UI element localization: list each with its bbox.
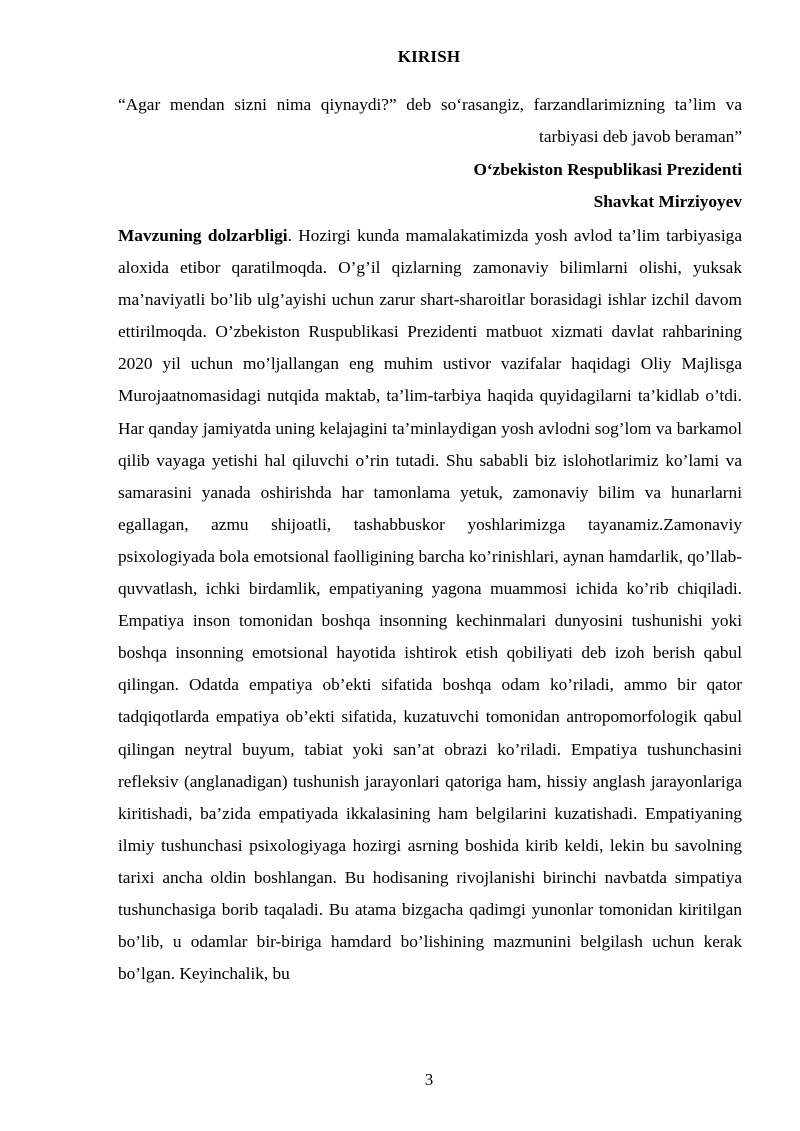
- attribution-title: O‘zbekiston Respublikasi Prezidenti: [473, 160, 742, 179]
- epigraph-quote: “Agar mendan sizni nima qiynaydi?” deb so‘rasangiz, farzandlarimizning ta’lim va tarbiyasi deb javob beraman”: [118, 95, 742, 146]
- paragraph-text: . Hozirgi kunda mamalakatimizda yosh avlod ta’lim tarbiyasiga aloxida etibor qaratilmoqda. O’g’il qizlarning zamonaviy bilimlarni olishi, yuksak ma’naviyatli bo’lib ulg’ayishi uchun zarur shart-sharoitlar borasidagi ishlar izchil davom ettirilmoqda. O’zbekiston Ruspublikasi Prezidenti matbuot xizmati davlat rahbarining 2020 yil uchun mo’ljallangan eng muhim ustivor vazifalar haqidagi Oliy Majlisga Murojaatnomasidagi nutqida maktab, ta’lim-tarbiya haqida quyidagilarni ta’kidlab o’tdi. Har qanday jamiyatda uning kelajagini ta’minlaydigan yosh avlodni sog’lom va barkamol qilib vayaga yetishi hal qiluvchi o’rin tutadi. Shu sababli biz islohotlarimiz ko’lami va samarasini yanada oshirishda har tamonlama yetuk, zamonaviy bilim va hunarlarni egallagan, azmu shijoatli, tashabbuskor yoshlarimizga tayanamiz.Zamonaviy psixologiyada bola emotsional faolligining barcha ko’rinishlari, aynan hamdarlik, qo’llab-quvvatlash, ichki birdamlik, empatiyaning yagona muammosi ichida ko’rib chiqiladi. Empatiya inson tomonidan boshqa insonning kechinmalari dunyosini tushunishi yoki boshqa insonning emotsional hayotida ishtirok etish qobiliyati deb izoh berish qabul qilingan. Odatda empatiya ob’ekti sifatida boshqa odam ko’riladi, ammo bir qator tadqiqotlarda empatiya ob’ekti sifatida, kuzatuvchi tomonidan antropomorfologik qabul qilingan neytral buyum, tabiat yoki san’at obrazi ko’riladi. Empatiya tushunchasini refleksiv (anglanadigan) tushunish jarayonlari qatoriga ham, hissiy anglash jarayonlariga kiritishadi, ba’zida empatiyada ikkalasining ham belgilarini kuzatishadi. Empatiyaning ilmiy tushunchasi psixologiyaga hozirgi asrning boshida kirib keldi, lekin bu savolning tarixi ancha oldin boshlangan. Bu hodisaning rivojlanishi birinchi navbatda simpatiya tushunchasiga borib taqaladi. Bu atama bizgacha qadimgi yunonlar tomonidan kiritilgan bo’lib, u odamlar bir-biriga hamdard bo’lishining mazmunini belgilash uchun kerak bo’lgan. Keyinchalik, bu: [118, 226, 742, 984]
- attribution-name: Shavkat Mirziyoyev: [593, 192, 742, 211]
- paragraph-lead: Mavzuning dolzarbligi: [118, 226, 288, 245]
- body-paragraph: [118, 220, 742, 990]
- page-number: 3: [424, 1070, 434, 1089]
- page-title: KIRISH: [397, 47, 461, 66]
